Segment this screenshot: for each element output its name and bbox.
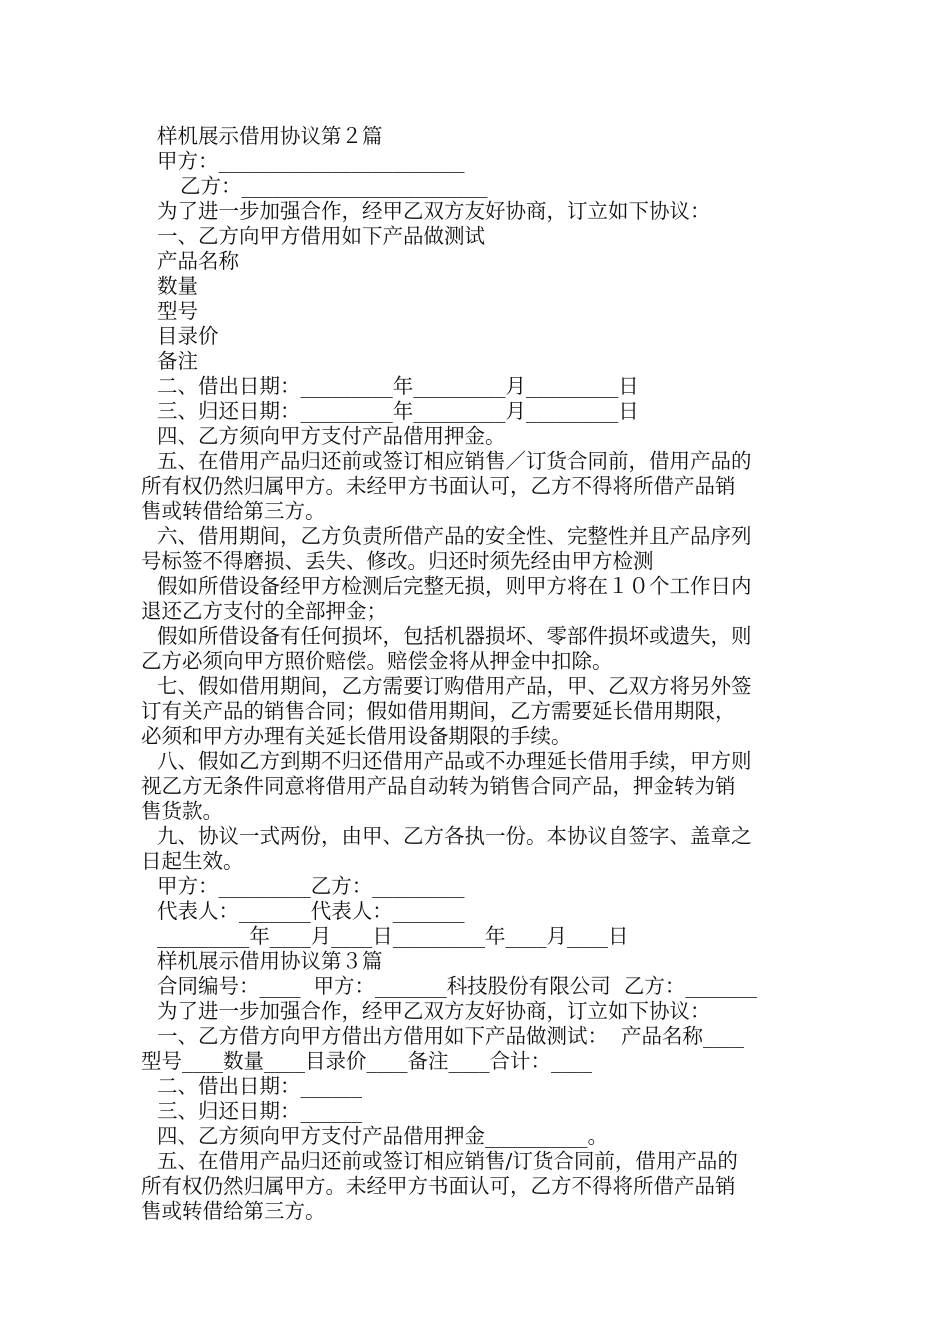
clause-7-line-1: 七、假如借用期间，乙方需要订购借用产品，甲、乙双方将另外签	[157, 674, 752, 698]
clause-6-sub-2-line-1: 假如所借设备有任何损坏，包括机器损坏、零部件损坏或遗失，则	[157, 624, 752, 648]
doc-title-3: 样机展示借用协议第３篇	[157, 949, 383, 973]
clause-3-2: 二、借出日期：______	[157, 1074, 362, 1098]
contract-header-line: 合同编号：____ 甲方：_______科技股份有限公司 乙方：_______	[157, 974, 758, 998]
clause-3-5-line-1: 五、在借用产品归还前或签订相应销售/订货合同前，借用产品的	[157, 1149, 738, 1173]
clause-3-4: 四、乙方须向甲方支付产品借用押金__________。	[157, 1124, 608, 1148]
field-product-name: 产品名称	[157, 249, 239, 273]
clause-8-line-3: 售货款。	[141, 799, 223, 823]
clause-1: 一、乙方向甲方借用如下产品做测试	[157, 224, 485, 248]
clause-3-3: 三、归还日期：______	[157, 1099, 362, 1123]
field-quantity: 数量	[157, 274, 198, 298]
doc-title-2: 样机展示借用协议第２篇	[157, 124, 383, 148]
signature-dates: _________年____月____日_________年____月____日	[157, 924, 629, 948]
clause-9-line-2: 日起生效。	[141, 849, 244, 873]
clause-6-line-2: 号标签不得磨损、丢失、修改。归还时须先经由甲方检测	[141, 549, 654, 573]
clause-3-1-line-2: 型号____数量____目录价____备注____合计：____	[141, 1049, 592, 1073]
clause-7-line-2: 订有关产品的销售合同；假如借用期间，乙方需要延长借用期限，	[141, 699, 736, 723]
clause-3: 三、归还日期：_________年_________月_________日	[157, 399, 639, 423]
clause-7-line-3: 必须和甲方办理有关延长借用设备期限的手续。	[141, 724, 572, 748]
clause-2: 二、借出日期：_________年_________月_________日	[157, 374, 639, 398]
clause-9-line-1: 九、协议一式两份，由甲、乙方各执一份。本协议自签字、盖章之	[157, 824, 752, 848]
clause-6-sub-2-line-2: 乙方必须向甲方照价赔偿。赔偿金将从押金中扣除。	[141, 649, 613, 673]
clause-6-sub-1-line-1: 假如所借设备经甲方检测后完整无损，则甲方将在１０个工作日内	[157, 574, 752, 598]
clause-4: 四、乙方须向甲方支付产品借用押金。	[157, 424, 506, 448]
field-list-price: 目录价	[157, 324, 219, 348]
preamble-3: 为了进一步加强合作，经甲乙双方友好协商，订立如下协议：	[157, 999, 711, 1023]
field-remarks: 备注	[157, 349, 198, 373]
clause-5-line-2: 所有权仍然归属甲方。未经甲方书面认可，乙方不得将所借产品销	[141, 474, 736, 498]
clause-5-line-1: 五、在借用产品归还前或签订相应销售／订货合同前，借用产品的	[157, 449, 752, 473]
clause-6-line-1: 六、借用期间，乙方负责所借产品的安全性、完整性并且产品序列	[157, 524, 752, 548]
party-a-line: 甲方：________________________	[157, 149, 465, 173]
party-b-line: 乙方：________________________	[180, 174, 488, 198]
clause-3-1-line-1: 一、乙方借方向甲方借出方借用如下产品做测试： 产品名称____	[157, 1024, 745, 1048]
signature-parties: 甲方：_________乙方：_________	[157, 874, 465, 898]
clause-8-line-1: 八、假如乙方到期不归还借用产品或不办理延长借用手续，甲方则	[157, 749, 752, 773]
clause-3-5-line-3: 售或转借给第三方。	[141, 1199, 326, 1223]
clause-3-5-line-2: 所有权仍然归属甲方。未经甲方书面认可，乙方不得将所借产品销	[141, 1174, 736, 1198]
clause-6-sub-1-line-2: 退还乙方支付的全部押金；	[141, 599, 387, 623]
clause-8-line-2: 视乙方无条件同意将借用产品自动转为销售合同产品，押金转为销	[141, 774, 736, 798]
preamble: 为了进一步加强合作，经甲乙双方友好协商，订立如下协议：	[157, 199, 711, 223]
clause-5-line-3: 售或转借给第三方。	[141, 499, 326, 523]
field-model: 型号	[157, 299, 198, 323]
signature-representatives: 代表人：_______代表人：_______	[157, 899, 465, 923]
